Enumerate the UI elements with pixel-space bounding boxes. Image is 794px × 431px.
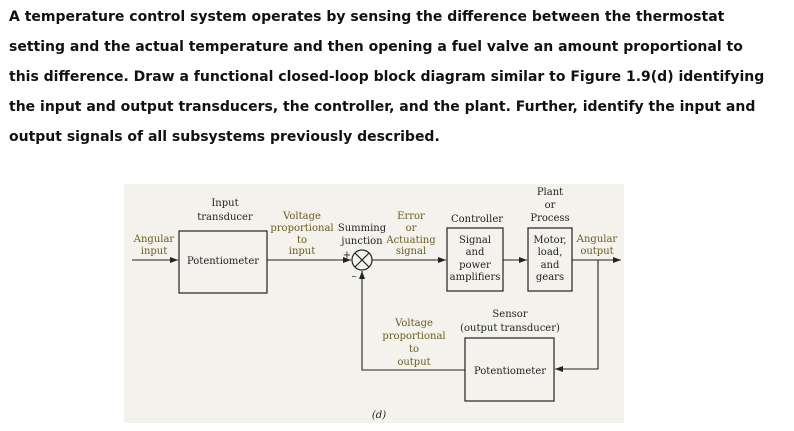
summing-junction-label: junction bbox=[341, 236, 383, 247]
voltage-input-label: input bbox=[288, 246, 316, 257]
block-diagram bbox=[124, 184, 624, 423]
controller-block-line: power bbox=[459, 260, 491, 271]
question-text bbox=[9, 2, 789, 152]
voltage-input-label: proportional bbox=[270, 223, 334, 234]
sensor-label: (output transducer) bbox=[460, 323, 560, 334]
controller-block-line: and bbox=[465, 247, 485, 258]
question-line: the input and output transducers, the controller, and the plant. Further, identify the input and bbox=[9, 99, 756, 115]
voltage-input-label: Voltage bbox=[283, 211, 321, 222]
plant-label: Plant bbox=[536, 187, 564, 198]
angular-input-label: Angular bbox=[133, 234, 175, 245]
block-diagram-figure bbox=[124, 184, 624, 423]
error-signal-label: Error bbox=[397, 211, 425, 222]
voltage-output-label: Voltage bbox=[395, 318, 433, 329]
error-signal-label: or bbox=[405, 223, 417, 234]
question-line: this difference. Draw a functional closed-loop block diagram similar to Figure 1.9(d) identifying bbox=[9, 69, 765, 85]
plant-label: Process bbox=[530, 213, 570, 224]
controller-block-line: amplifiers bbox=[449, 272, 501, 283]
voltage-output-label: proportional bbox=[382, 331, 446, 342]
plant-block-line: Motor, bbox=[533, 235, 567, 246]
summing-junction-symbol bbox=[352, 250, 372, 270]
input-potentiometer-text: Potentiometer bbox=[186, 256, 260, 267]
plant-label: or bbox=[544, 200, 556, 211]
figure-caption: (d) bbox=[371, 410, 387, 421]
minus-sign: – bbox=[351, 271, 357, 282]
error-signal-label: Actuating bbox=[386, 235, 436, 246]
input-transducer-label: Input bbox=[211, 198, 239, 209]
controller-label: Controller bbox=[450, 214, 504, 225]
angular-input-label: input bbox=[140, 246, 168, 257]
plus-sign: + bbox=[342, 250, 352, 261]
plant-block-line: load, bbox=[537, 247, 563, 258]
voltage-input-label: to bbox=[296, 235, 308, 246]
angular-output-label: output bbox=[580, 246, 614, 257]
question-line: output signals of all subsystems previously described. bbox=[9, 129, 440, 145]
plant-block-line: and bbox=[540, 260, 560, 271]
voltage-output-label: output bbox=[397, 357, 431, 368]
question-line: setting and the actual temperature and then opening a fuel valve an amount proportional to bbox=[9, 39, 743, 55]
voltage-output-label: to bbox=[408, 344, 420, 355]
summing-junction-label: Summing bbox=[337, 223, 387, 234]
input-transducer-label: transducer bbox=[197, 212, 253, 223]
sensor-label: Sensor bbox=[492, 309, 528, 320]
controller-block-line: Signal bbox=[458, 235, 492, 246]
error-signal-label: signal bbox=[395, 246, 427, 257]
sensor-potentiometer-text: Potentiometer bbox=[473, 366, 547, 377]
plant-block-line: gears bbox=[535, 272, 565, 283]
angular-output-label: Angular bbox=[576, 234, 618, 245]
question-line: A temperature control system operates by sensing the difference between the thermostat bbox=[9, 9, 725, 25]
